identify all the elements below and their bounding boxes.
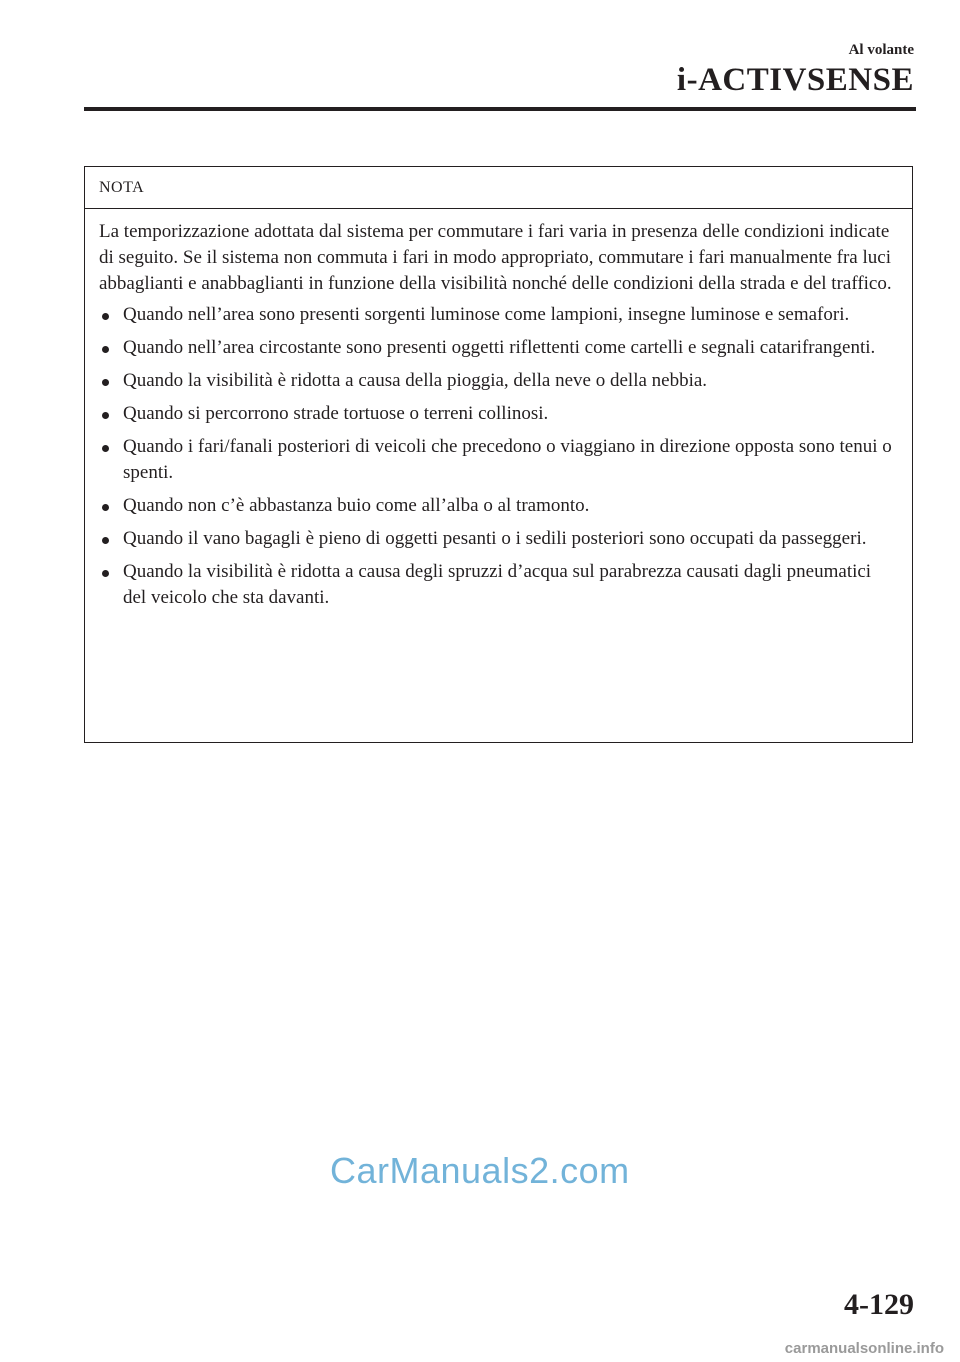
list-item [99, 302, 898, 328]
condition-list [99, 302, 898, 611]
section-label: Al volante [848, 42, 914, 58]
list-item [99, 559, 898, 611]
list-item-text: Quando il vano bagagli è pieno di oggetti pesanti o i sedili posteriori sono occupati da passeggeri. [123, 528, 867, 549]
list-item [99, 493, 898, 519]
bullet-icon [102, 412, 109, 419]
bullet-icon [102, 504, 109, 511]
footer-site-label: carmanualsonline.info [784, 1340, 944, 1357]
list-item [99, 526, 898, 552]
list-item-text: Quando la visibilità è ridotta a causa degli spruzzi d’acqua sul parabrezza causati dagli pneumatici del veicolo che sta davanti. [123, 561, 872, 608]
bullet-icon [102, 313, 109, 320]
list-item [99, 434, 898, 486]
bullet-icon [102, 379, 109, 386]
list-item [99, 368, 898, 394]
list-item [99, 401, 898, 427]
note-intro-paragraph: La temporizzazione adottata dal sistema per commutare i fari varia in presenza delle condizioni indicate di seguito. Se il sistema non commuta i fari in modo appropriato, commutare i fari manualmente fra luci abbaglianti e anabbaglianti in funzione della visibilità nonché delle condizioni della strada e del traffico. [99, 221, 892, 294]
note-body [85, 209, 912, 611]
watermark-logo: CarManuals2.com [330, 1150, 630, 1191]
list-item-text: Quando non c’è abbastanza buio come all’alba o al tramonto. [123, 495, 590, 516]
list-item-text: Quando la visibilità è ridotta a causa della pioggia, della neve o della nebbia. [123, 370, 708, 391]
list-item-text: Quando i fari/fanali posteriori di veicoli che precedono o viaggiano in direzione opposta sono tenui o spenti. [123, 436, 892, 483]
bullet-icon [102, 346, 109, 353]
chapter-title: i-ACTIVSENSE [676, 62, 914, 98]
list-item [99, 335, 898, 361]
page-number: 4-129 [844, 1288, 914, 1321]
header-divider [84, 107, 916, 111]
list-item-text: Quando nell’area sono presenti sorgenti luminose come lampioni, insegne luminose e semafori. [123, 304, 850, 325]
bullet-icon [102, 537, 109, 544]
list-item-text: Quando si percorrono strade tortuose o terreni collinosi. [123, 403, 549, 424]
bullet-icon [102, 445, 109, 452]
note-box [84, 166, 913, 743]
bullet-icon [102, 570, 109, 577]
note-heading: NOTA [85, 167, 912, 209]
list-item-text: Quando nell’area circostante sono presenti oggetti riflettenti come cartelli e segnali catarifrangenti. [123, 337, 876, 358]
